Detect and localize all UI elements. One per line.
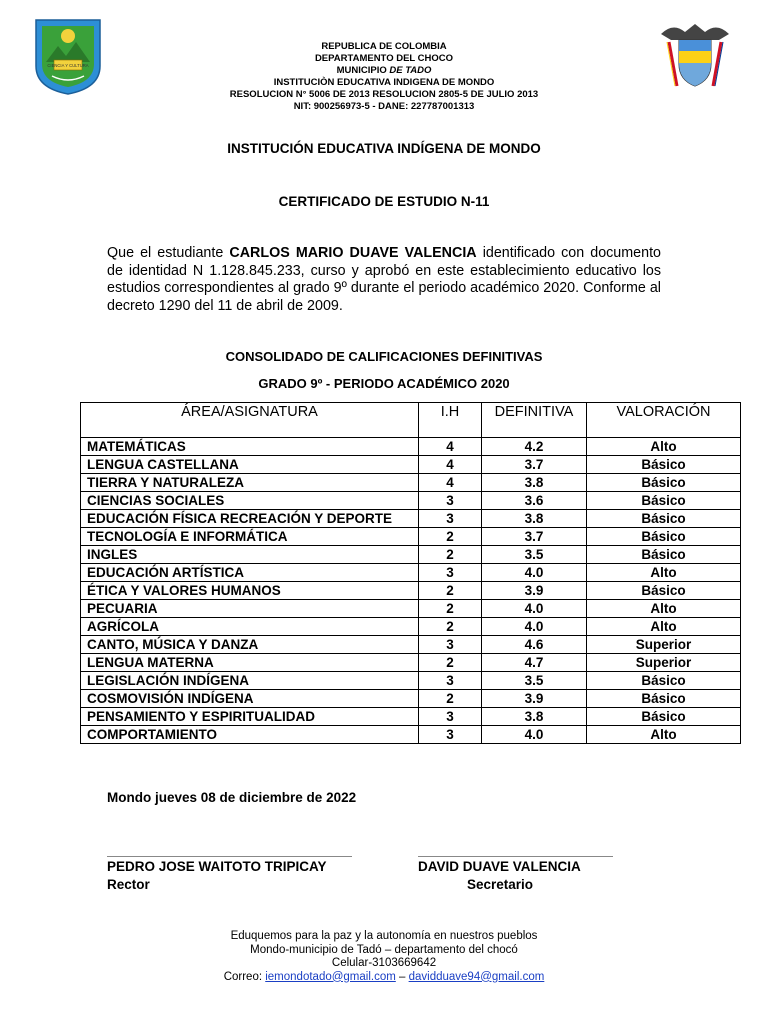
municipality-name: DE TADO <box>389 65 432 76</box>
subject-cell: TIERRA Y NATURALEZA <box>81 474 419 492</box>
table-row <box>81 546 741 564</box>
letterhead <box>150 41 618 113</box>
subject-cell: LEGISLACIÓN INDÍGENA <box>81 672 419 690</box>
definitiva-cell: 4.0 <box>482 618 587 636</box>
student-name: CARLOS MARIO DUAVE VALENCIA <box>229 245 477 261</box>
definitiva-cell: 3.7 <box>482 456 587 474</box>
subject-cell: EDUCACIÓN FÍSICA RECREACIÓN Y DEPORTE <box>81 510 419 528</box>
letterhead-country: REPUBLICA DE COLOMBIA <box>321 41 447 52</box>
footer-emails <box>0 971 768 985</box>
ih-cell: 2 <box>419 600 482 618</box>
definitiva-cell: 4.0 <box>482 564 587 582</box>
valoracion-cell: Básico <box>587 474 741 492</box>
table-row <box>81 654 741 672</box>
valoracion-cell: Básico <box>587 456 741 474</box>
table-row <box>81 726 741 744</box>
table-header-row <box>81 403 741 438</box>
subject-cell: COMPORTAMIENTO <box>81 726 419 744</box>
subject-cell: AGRÍCOLA <box>81 618 419 636</box>
table-row <box>81 690 741 708</box>
secretary-role: Secretario <box>466 877 534 892</box>
header-ih: I.H <box>419 403 482 438</box>
valoracion-cell: Básico <box>587 492 741 510</box>
rector-signature-line <box>107 856 352 857</box>
valoracion-cell: Básico <box>587 510 741 528</box>
certificate-title: CERTIFICADO DE ESTUDIO N-11 <box>278 194 490 209</box>
table-row <box>81 492 741 510</box>
rector-name: PEDRO JOSE WAITOTO TRIPICAY <box>107 859 327 874</box>
subject-cell: PENSAMIENTO Y ESPIRITUALIDAD <box>81 708 419 726</box>
ih-cell: 3 <box>419 564 482 582</box>
definitiva-cell: 4.0 <box>482 726 587 744</box>
table-row <box>81 636 741 654</box>
ih-cell: 3 <box>419 672 482 690</box>
institution-crest-icon <box>32 14 104 96</box>
letterhead-institution: INSTITUCIÒN EDUCATIVA INDIGENA DE MONDO <box>273 77 495 88</box>
footer-location: Mondo-municipio de Tadó – departamento del chocó <box>250 943 518 956</box>
definitiva-cell: 3.9 <box>482 582 587 600</box>
valoracion-cell: Básico <box>587 672 741 690</box>
valoracion-cell: Alto <box>587 726 741 744</box>
paragraph-body: identificado con documento de identidad N 1.128.845.233, curso y aprobó en este establecimiento educativo los estudios correspondientes al grado 9º durante el periodo académico 2020. Conforme al decreto 1290 del 11 de abril de 2009. <box>107 245 661 314</box>
email-link-institution[interactable]: iemondotado@gmail.com <box>265 970 396 983</box>
certificate-paragraph <box>107 245 661 315</box>
ih-cell: 3 <box>419 510 482 528</box>
ih-cell: 2 <box>419 618 482 636</box>
table-row <box>81 456 741 474</box>
institution-title: INSTITUCIÓN EDUCATIVA INDÍGENA DE MONDO <box>227 141 541 156</box>
valoracion-cell: Alto <box>587 600 741 618</box>
subject-cell: CIENCIAS SOCIALES <box>81 492 419 510</box>
letterhead-municipality <box>150 65 618 77</box>
valoracion-cell: Básico <box>587 708 741 726</box>
subject-cell: MATEMÁTICAS <box>81 438 419 456</box>
definitiva-cell: 3.8 <box>482 510 587 528</box>
subject-cell: CANTO, MÚSICA Y DANZA <box>81 636 419 654</box>
valoracion-cell: Básico <box>587 690 741 708</box>
municipality-prefix: MUNICIPIO <box>336 65 390 76</box>
ih-cell: 3 <box>419 708 482 726</box>
valoracion-cell: Alto <box>587 438 741 456</box>
table-row <box>81 474 741 492</box>
definitiva-cell: 3.8 <box>482 708 587 726</box>
valoracion-cell: Superior <box>587 636 741 654</box>
definitiva-cell: 3.6 <box>482 492 587 510</box>
ih-cell: 2 <box>419 690 482 708</box>
definitiva-cell: 3.5 <box>482 672 587 690</box>
ih-cell: 4 <box>419 456 482 474</box>
valoracion-cell: Alto <box>587 564 741 582</box>
email-link-secretary[interactable]: davidduave94@gmail.com <box>408 970 545 983</box>
table-row <box>81 510 741 528</box>
ih-cell: 2 <box>419 546 482 564</box>
subject-cell: EDUCACIÓN ARTÍSTICA <box>81 564 419 582</box>
table-row <box>81 672 741 690</box>
definitiva-cell: 4.0 <box>482 600 587 618</box>
valoracion-cell: Alto <box>587 618 741 636</box>
subject-cell: LENGUA MATERNA <box>81 654 419 672</box>
subject-cell: INGLES <box>81 546 419 564</box>
definitiva-cell: 4.6 <box>482 636 587 654</box>
grade-period-subtitle: GRADO 9º - PERIODO ACADÉMICO 2020 <box>258 376 510 391</box>
valoracion-cell: Básico <box>587 528 741 546</box>
ih-cell: 2 <box>419 654 482 672</box>
definitiva-cell: 3.7 <box>482 528 587 546</box>
table-row <box>81 564 741 582</box>
email-label: Correo: <box>223 970 266 983</box>
table-row <box>81 438 741 456</box>
issue-date: Mondo jueves 08 de diciembre de 2022 <box>107 790 357 805</box>
letterhead-department: DEPARTAMENTO DEL CHOCO <box>314 53 454 64</box>
ih-cell: 2 <box>419 582 482 600</box>
definitiva-cell: 4.2 <box>482 438 587 456</box>
subject-cell: PECUARIA <box>81 600 419 618</box>
table-row <box>81 708 741 726</box>
table-row <box>81 582 741 600</box>
paragraph-intro: Que el estudiante <box>107 245 230 261</box>
crest-motto: CIENCIA Y CULTURA <box>47 63 89 68</box>
subject-cell: ÉTICA Y VALORES HUMANOS <box>81 582 419 600</box>
ih-cell: 3 <box>419 636 482 654</box>
secretary-signature-line <box>418 856 613 857</box>
footer-motto: Eduquemos para la paz y la autonomía en nuestros pueblos <box>230 930 538 942</box>
ih-cell: 3 <box>419 726 482 744</box>
footer-phone: Celular-3103669642 <box>331 957 437 969</box>
definitiva-cell: 4.7 <box>482 654 587 672</box>
table-row <box>81 600 741 618</box>
definitiva-cell: 3.5 <box>482 546 587 564</box>
letterhead-nit: NIT: 900256973-5 - DANE: 227787001313 <box>293 101 475 112</box>
letterhead-resolution: RESOLUCION N° 5006 DE 2013 RESOLUCION 2805-5 DE JULIO 2013 <box>229 89 539 100</box>
rector-role: Rector <box>107 877 150 892</box>
subject-cell: TECNOLOGÍA E INFORMÁTICA <box>81 528 419 546</box>
ih-cell: 4 <box>419 438 482 456</box>
email-separator: – <box>395 970 409 983</box>
definitiva-cell: 3.8 <box>482 474 587 492</box>
valoracion-cell: Superior <box>587 654 741 672</box>
subject-cell: LENGUA CASTELLANA <box>81 456 419 474</box>
ih-cell: 2 <box>419 528 482 546</box>
header-valoracion: VALORACIÓN <box>587 403 741 438</box>
valoracion-cell: Básico <box>587 582 741 600</box>
ih-cell: 4 <box>419 474 482 492</box>
secretary-name: DAVID DUAVE VALENCIA <box>418 859 581 874</box>
colombia-coat-of-arms-icon <box>655 20 735 92</box>
table-row <box>81 618 741 636</box>
ih-cell: 3 <box>419 492 482 510</box>
footer <box>0 930 768 984</box>
valoracion-cell: Básico <box>587 546 741 564</box>
header-area: ÁREA/ASIGNATURA <box>81 403 419 438</box>
table-row <box>81 528 741 546</box>
grades-table <box>80 402 741 744</box>
definitiva-cell: 3.9 <box>482 690 587 708</box>
grades-subtitle: CONSOLIDADO DE CALIFICACIONES DEFINITIVAS <box>225 349 543 364</box>
header-definitiva: DEFINITIVA <box>482 403 587 438</box>
subject-cell: COSMOVISIÓN INDÍGENA <box>81 690 419 708</box>
